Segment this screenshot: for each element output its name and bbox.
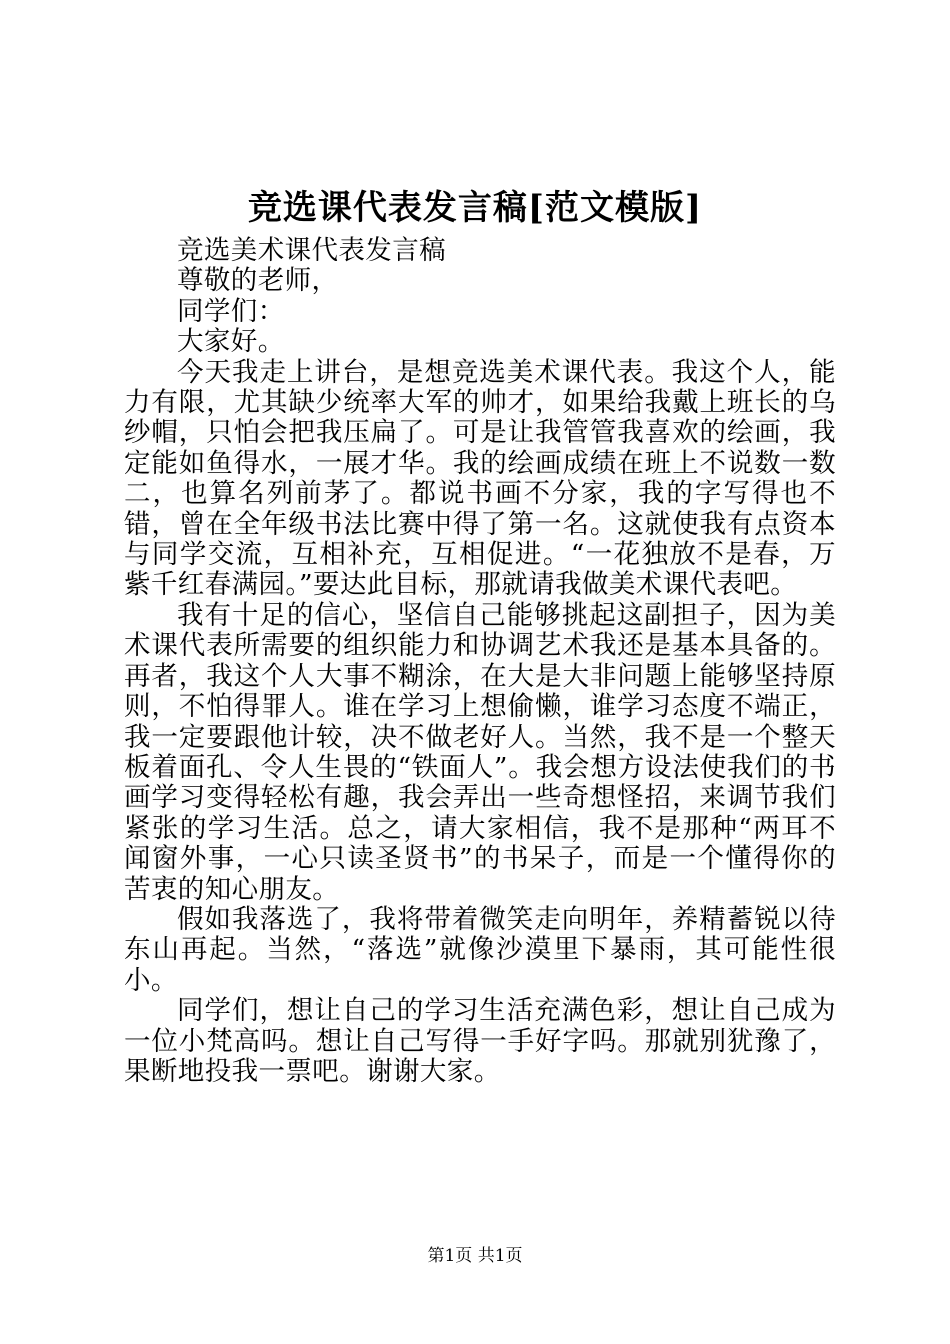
page-footer: 第1页 共1页 [427, 1246, 523, 1266]
paragraph-salutation-classmates: 同学们： [177, 295, 285, 327]
paragraph-greeting: 大家好。 [177, 326, 285, 358]
paragraph-intro: 今天我走上讲台，是想竞选美术课代表。我这个人，能力有限，尤其缺少统率大军的帅才，如果给我戴上班长的乌纱帽，只怕会把我压扁了。可是让我管管我喜欢的绘画，我定能如鱼得水，一展才华。我的绘画成绩在班上不说数一数二，也算名列前茅了。都说书画不分家，我的字写得也不错，曾在全年级书法比赛中得了第一名。这就使我有点资本与同学交流，互相补充，互相促进。“一花独放不是春，万紫千红春满园。”要达此目标，那就请我做美术课代表吧。 [124, 356, 836, 601]
document-body [124, 236, 836, 1087]
paragraph-subtitle: 竞选美术课代表发言稿 [177, 235, 446, 266]
paragraph-if-lose: 假如我落选了，我将带着微笑走向明年，养精蓄锐以待东山再起。当然，“落选”就像沙漠里下暴雨，其可能性很小。 [124, 903, 836, 996]
document-title: 竞选课代表发言稿[范文模版] [247, 188, 703, 228]
paragraph-confidence: 我有十足的信心，坚信自己能够挑起这副担子，因为美术课代表所需要的组织能力和协调艺术我还是基本具备的。再者，我这个人大事不糊涂，在大是大非问题上能够坚持原则，不怕得罪人。谁在学习上想偷懒，谁学习态度不端正，我一定要跟他计较，决不做老好人。当然，我不是一个整天板着面孔、令人生畏的“铁面人”。我会想方设法使我们的书画学习变得轻松有趣，我会弄出一些奇想怪招，来调节我们紧张的学习生活。总之，请大家相信，我不是那种“两耳不闻窗外事，一心只读圣贤书”的书呆子，而是一个懂得你的苦衷的知心朋友。 [124, 599, 836, 905]
paragraph-closing: 同学们，想让自己的学习生活充满色彩，想让自己成为一位小梵高吗。想让自己写得一手好字吗。那就别犹豫了，果断地投我一票吧。谢谢大家。 [124, 995, 836, 1087]
paragraph-salutation-teacher: 尊敬的老师， [177, 265, 339, 297]
